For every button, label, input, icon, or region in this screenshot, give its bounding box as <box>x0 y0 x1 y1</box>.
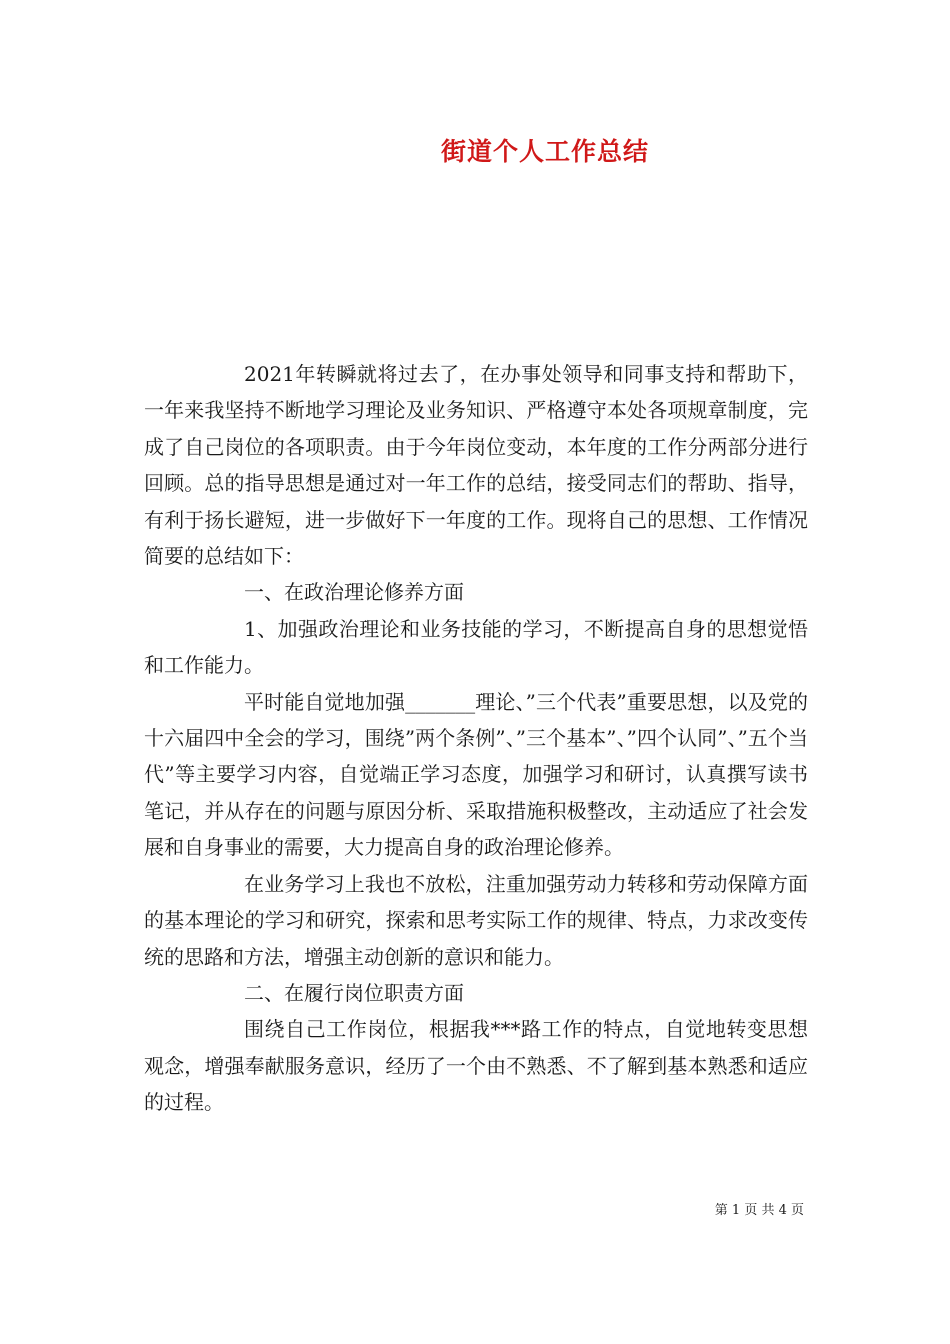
paragraph-business-study: 在业务学习上我也不放松，注重加强劳动力转移和劳动保障方面的基本理论的学习和研究，探索和思考实际工作的规律、特点，力求改变传统的思路和方法，增强主动创新的意识和能力。 <box>144 871 808 969</box>
paragraph-duties: 围绕自己工作岗位，根据我***路工作的特点，自觉地转变思想观念，增强奉献服务意识，经历了一个由不熟悉、不了解到基本熟悉和适应的过程。 <box>144 1017 808 1115</box>
paragraph-study-details: 平时能自觉地加强_______理论、”三个代表”重要思想，以及党的十六届四中全会的学习，围绕”两个条例”、”三个基本”、”四个认同”、”五个当代”等主要学习内容，自觉端正学习态度，加强学习和研讨，认真撰写读书笔记，并从存在的问题与原因分析、采取措施积极整改，主动适应了社会发展和自身事业的需要，大力提高自身的政治理论修养。 <box>144 689 808 860</box>
page-number-footer: 第 1 页 共 4 页 <box>714 1203 804 1218</box>
document-title: 街道个人工作总结 <box>440 137 649 166</box>
paragraph-intro: 2021年转瞬就将过去了，在办事处领导和同事支持和帮助下，一年来我坚持不断地学习理论及业务知识、严格遵守本处各项规章制度，完成了自己岗位的各项职责。由于今年岗位变动，本年度的工作分两部分进行回顾。总的指导思想是通过对一年工作的总结，接受同志们的帮助、指导，有利于扬长避短，进一步做好下一年度的工作。现将自己的思想、工作情况简要的总结如下： <box>144 362 808 569</box>
subsection-heading-study: 1、加强政治理论和业务技能的学习，不断提高自身的思想觉悟和工作能力。 <box>144 616 808 678</box>
document-body <box>144 356 808 1121</box>
section-heading-political-theory: 一、在政治理论修养方面 <box>244 580 464 605</box>
section-heading-duties: 二、在履行岗位职责方面 <box>244 980 464 1005</box>
